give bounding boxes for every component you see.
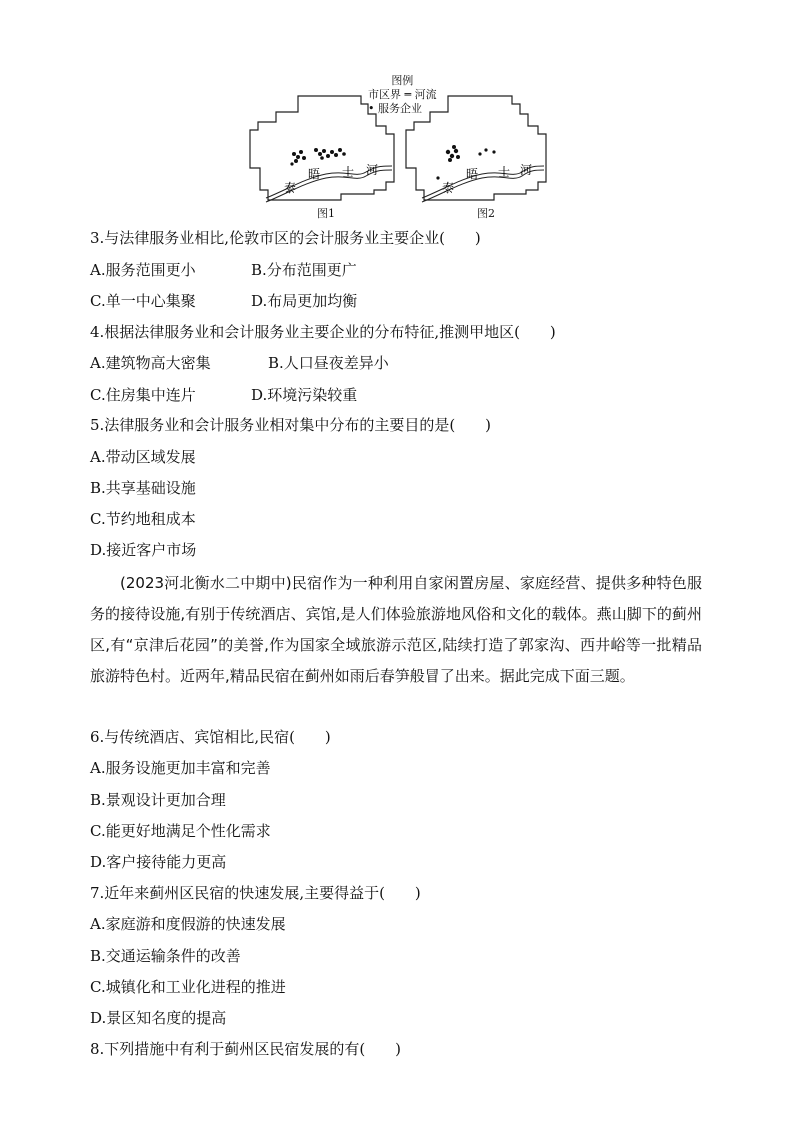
map-2-label: 图2 (477, 207, 495, 220)
question-6-option-c: C.能更好地满足个性化需求 (90, 822, 271, 840)
question-6-option-b: B.景观设计更加合理 (90, 791, 226, 809)
legend-row-boundary-river: 市区界 ═ 河流 (368, 88, 437, 101)
question-7-stem: 7.近年来蓟州区民宿的快速发展,主要得益于( ) (90, 884, 421, 902)
river-char: 晤 (466, 167, 479, 181)
question-6-stem: 6.与传统酒店、宾馆相比,民宿( ) (90, 728, 331, 746)
question-3-option-c: C.单一中心集聚 (90, 292, 196, 310)
question-7-option-d: D.景区知名度的提高 (90, 1009, 227, 1027)
legend-row-enterprise: • 服务企业 (368, 102, 422, 115)
question-6-option-a: A.服务设施更加丰富和完善 (90, 759, 271, 777)
river-char: 河 (520, 163, 533, 177)
question-6-option-d: D.客户接待能力更高 (90, 853, 227, 871)
question-4-option-b: B.人口昼夜差异小 (268, 354, 389, 372)
map-1 (246, 94, 396, 204)
question-8-stem: 8.下列措施中有利于蓟州区民宿发展的有( ) (90, 1040, 402, 1058)
question-4-option-c: C.住房集中连片 (90, 386, 196, 404)
river-char: 晤 (308, 167, 321, 181)
river-char: 泰 (442, 181, 455, 195)
question-7-option-c: C.城镇化和工业化进程的推进 (90, 978, 286, 996)
district-boundary (250, 96, 394, 200)
question-4-option-d: D.环境污染较重 (251, 386, 358, 404)
question-3-option-a: A.服务范围更小 (90, 261, 196, 279)
question-7-option-b: B.交通运输条件的改善 (90, 947, 241, 965)
map-2 (402, 94, 552, 204)
question-3-stem: 3.与法律服务业相比,伦敦市区的会计服务业主要企业( ) (90, 229, 481, 247)
question-7-option-a: A.家庭游和度假游的快速发展 (90, 915, 286, 933)
question-5-option-a: A.带动区域发展 (90, 448, 196, 466)
question-5-option-d: D.接近客户市场 (90, 541, 197, 559)
river-char: 泰 (284, 181, 297, 195)
question-4-option-a: A.建筑物高大密集 (90, 354, 211, 372)
legend-title: 图例 (391, 74, 414, 87)
river-char: 士 (498, 165, 511, 179)
question-3-option-b: B.分布范围更广 (251, 261, 357, 279)
river-char: 河 (366, 163, 379, 177)
reading-passage: (2023河北衡水二中期中)民宿作为一种利用自家闲置房屋、家庭经营、提供多种特色服务的接待设施,有别于传统酒店、宾馆,是人们体验旅游地风俗和文化的载体。燕山脚下的蓟州区,有“京津后花园”的美誉,作为国家全域旅游示范区,陆续打造了郭家沟、西井峪等一批精品旅游特色村。近两年,精品民宿在蓟州如雨后春笋般冒了出来。据此完成下面三题。 (90, 574, 702, 685)
district-boundary (406, 96, 546, 200)
question-5-option-b: B.共享基础设施 (90, 479, 196, 497)
question-4-stem: 4.根据法律服务业和会计服务业主要企业的分布特征,推测甲地区( ) (90, 323, 556, 341)
map-1-label: 图1 (317, 207, 335, 220)
question-5-option-c: C.节约地租成本 (90, 510, 196, 528)
question-3-option-d: D.布局更加均衡 (251, 292, 358, 310)
river-char: 士 (342, 165, 355, 179)
question-5-stem: 5.法律服务业和会计服务业相对集中分布的主要目的是( ) (90, 416, 492, 434)
enterprise-cluster (290, 148, 345, 166)
